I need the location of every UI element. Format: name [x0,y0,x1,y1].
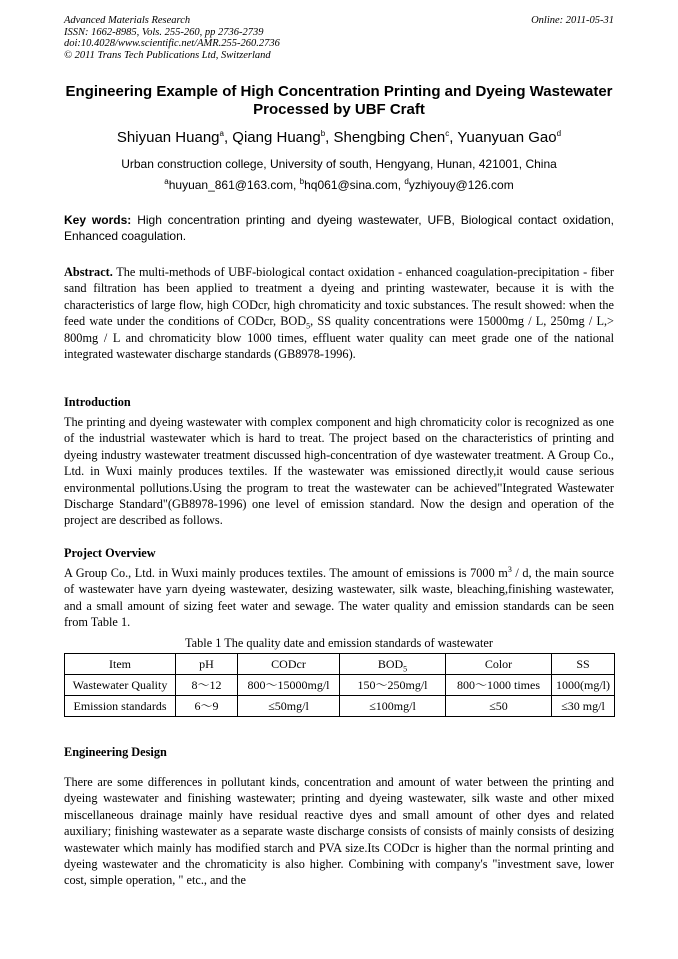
table-cell: 800～1000 times [446,675,552,696]
email-address: hq061@sina.com [304,178,398,192]
abstract-text-cont: , SS quality concentrations were 15000mg / L, 250mg / L,> 800mg / L and chromaticity blow 1000 times, effluent water quality can meet grade one of the national integrated wastewater discharge standards (GB8978-1996). [64,314,614,362]
author-mark: b [320,129,326,138]
journal-issn: ISSN: 1662-8985, Vols. 255-260, pp 2736-2739 [64,26,264,38]
abstract-subscript: 5 [306,321,311,331]
keywords [64,212,614,244]
author-name: Shengbing Chen [333,129,446,146]
table-row [65,696,615,717]
table-header-cell: Item [65,654,176,675]
table-cell: Emission standards [65,696,176,717]
overview-text-cont: / d, the main source of wastewater have yarn dyeing wastewater, desizing wastewater, silk waste, bleaching,finishing wastewater, and a small amount of sizing feet water and sewage. The water quality and emission standards can be seen from Table 1. [64,566,614,630]
section-heading-introduction: Introduction [64,395,131,409]
overview-text-part: A Group Co., Ltd. in Wuxi mainly produces textiles. The amount of emissions is 7000 m [64,566,508,580]
author-mark: d [556,129,562,138]
abstract [64,264,614,362]
table-cell: 800～15000mg/l [238,675,340,696]
author-list: Shiyuan Huang$^a$, Qiang Huang$^b$, Shengbing Chen$^c$, Yuanyuan Gao$^d$ [116,129,562,146]
paper-title: Engineering Example of High Concentration Printing and Dyeing Wastewater Processed by UBF Craft [65,83,613,118]
overview-text [64,565,614,631]
journal-doi: doi:10.4028/www.scientific.net/AMR.255-260.2736 [64,38,280,49]
table-caption: Table 1 The quality date and emission standards of wastewater [185,636,493,650]
bod-subscript: 5 [403,663,408,673]
table-cell: ≤50mg/l [238,696,340,717]
table-header-cell: SS [552,654,615,675]
table-header-cell [340,654,446,675]
introduction-text: The printing and dyeing wastewater with complex component and high chromaticity color is recognized as one of the industrial wastewater which is hard to treat. The project based on the characteristics of printing and dyeing industry wastewater treatment discussed high-concentration of dye wastewater treatment. A Group Co., Ltd. in Wuxi mainly produces textiles. If the wastewater was emissioned directly,it would cause serious environmental pollutions.Using the program to treat the wastewater can be achieved"Integrated Wastewater Discharge Standard"(GB8978-1996) one level of emission standard. Now the design and operation of the project are described as follows. [64,415,614,528]
engineering-text: There are some differences in pollutant kinds, concentration and amount of water between the printing and dyeing wastewater and finishing wastewater; printing and dyeing wastewater, silk waste and other mixed miscellaneous drainage mainly have residual reactive dyes and small amount of other dyes and related auxiliary; finishing wastewater as a separate waste discharge consists of consists of mainly consists of desizing wastewater which mainly has modified starch and PVA size.Its CODcr is higher than the normal printing and dyeing wastewater and the chromaticity is also higher. Combining with company's "investment save, lower cost, simple operation, " etc., and the [64,775,614,888]
email-mark: b [299,177,305,186]
email-mark: d [404,177,409,186]
table-cell: 1000(mg/l) [552,675,615,696]
author-mark: c [445,129,450,138]
email-list: $^a$huyuan_861@163.com, $^b$hq061@sina.com, $^d$yzhiyouy@126.com [164,177,514,192]
table-cell: ≤50 [446,696,552,717]
bod-label: BOD [377,656,404,671]
email-mark: a [164,177,169,186]
table-header-cell: CODcr [238,654,340,675]
keywords-text: High concentration printing and dyeing wastewater, UFB, Biological contact oxidation, Enhanced coagulation. [64,213,614,243]
author-name: Yuanyuan Gao [457,129,557,146]
table-header-cell: Color [446,654,552,675]
table-row [65,675,615,696]
overview-superscript: 3 [507,564,512,574]
email-address: yzhiyouy@126.com [408,178,514,192]
table-header-cell: pH [176,654,238,675]
abstract-label: Abstract. [64,265,113,279]
email-address: huyuan_861@163.com [168,178,293,192]
journal-name: Advanced Materials Research [64,15,191,26]
author-name: Qiang Huang [232,129,321,146]
journal-header [64,15,280,61]
table-header-row [65,654,615,675]
section-heading-overview: Project Overview [64,546,156,560]
table-cell: 8～12 [176,675,238,696]
abstract-text: The multi-methods of UBF-biological contact oxidation - enhanced coagulation-precipitation - fiber sand filtration has been applied to treatment a dyeing and printing wastewater, because it is with the characteristics of large flow, high CODcr, high chromaticity and toxic substances. The result showed: when the feed wate under the conditions of CODcr, BOD [64,265,614,329]
quality-table [64,653,615,717]
table-cell: 6～9 [176,696,238,717]
journal-copyright: © 2011 Trans Tech Publications Ltd, Switzerland [64,49,271,61]
table-cell: Wastewater Quality [65,675,176,696]
online-date: Online: 2011-05-31 [531,15,614,26]
table-cell: ≤100mg/l [340,696,446,717]
section-heading-engineering: Engineering Design [64,745,167,759]
table-cell: ≤30 mg/l [552,696,615,717]
author-name: Shiyuan Huang [116,129,220,146]
affiliation: Urban construction college, University of south, Hengyang, Hunan, 421001, China [121,157,557,171]
keywords-label: Key words: [64,213,132,227]
author-mark: a [219,129,224,138]
table-cell: 150～250mg/l [340,675,446,696]
